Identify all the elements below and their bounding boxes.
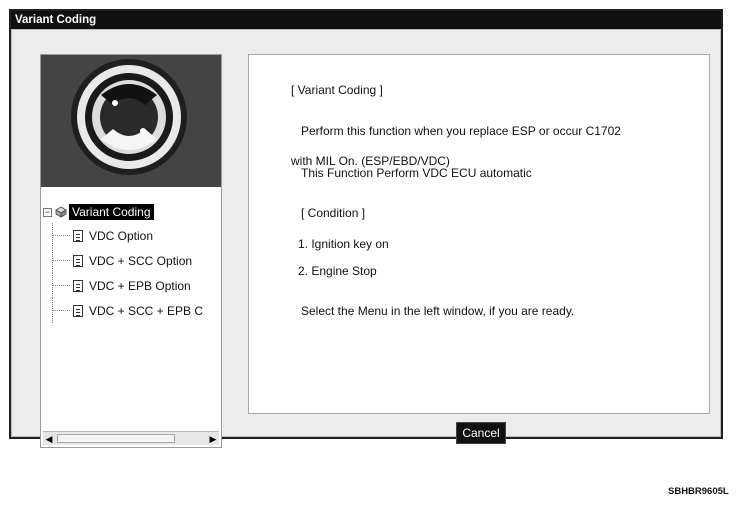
document-icon [73,230,83,242]
content-heading: [ Variant Coding ] [291,83,383,97]
content-line-1: Perform this function when you replace ESP or occur C1702 [301,124,621,138]
window-body [11,29,721,444]
tree-item-label[interactable]: VDC + SCC Option [89,253,193,268]
description-panel [248,54,710,414]
collapse-minus-icon[interactable]: − [44,206,51,217]
condition-item-1: 1. Ignition key on [298,237,389,251]
document-icon [73,280,83,292]
instruction-text: Select the Menu in the left window, if you are ready. [301,304,575,318]
window-title: Variant Coding [11,11,721,29]
document-icon [73,255,83,267]
scrollbar-thumb[interactable] [57,434,175,443]
cancel-button[interactable]: Cancel [456,422,506,444]
tree-item-vdc-scc-option[interactable] [43,248,219,273]
module-icon [55,206,67,218]
content-line-3: This Function Perform VDC ECU automatic [301,166,532,180]
condition-item-2: 2. Engine Stop [298,264,377,278]
tree-item-vdc-epb-option[interactable] [43,273,219,298]
horizontal-scrollbar[interactable] [43,431,219,445]
tree-item-label[interactable]: VDC + EPB Option [89,278,191,293]
document-icon [73,305,83,317]
menu-tree [43,201,219,323]
tree-item-vdc-option[interactable] [43,223,219,248]
tree-item-vdc-scc-epb-option[interactable] [43,298,219,323]
tree-item-label[interactable]: VDC + SCC + EPB C [89,303,204,318]
left-panel [40,54,222,448]
tree-root-label[interactable]: Variant Coding [69,204,154,220]
variant-coding-window [9,9,723,444]
condition-heading: [ Condition ] [301,206,366,220]
content-line-2: with MIL On. (ESP/EBD/VDC) [291,154,450,168]
arrow-right-icon[interactable]: ▶ [209,434,217,444]
tree-root-variant-coding[interactable] [43,201,219,223]
tree-item-label[interactable]: VDC Option [89,228,154,243]
arrow-left-icon[interactable]: ◀ [45,434,53,444]
module-photo [41,55,221,187]
figure-code: SBHBR9605L [668,486,729,497]
